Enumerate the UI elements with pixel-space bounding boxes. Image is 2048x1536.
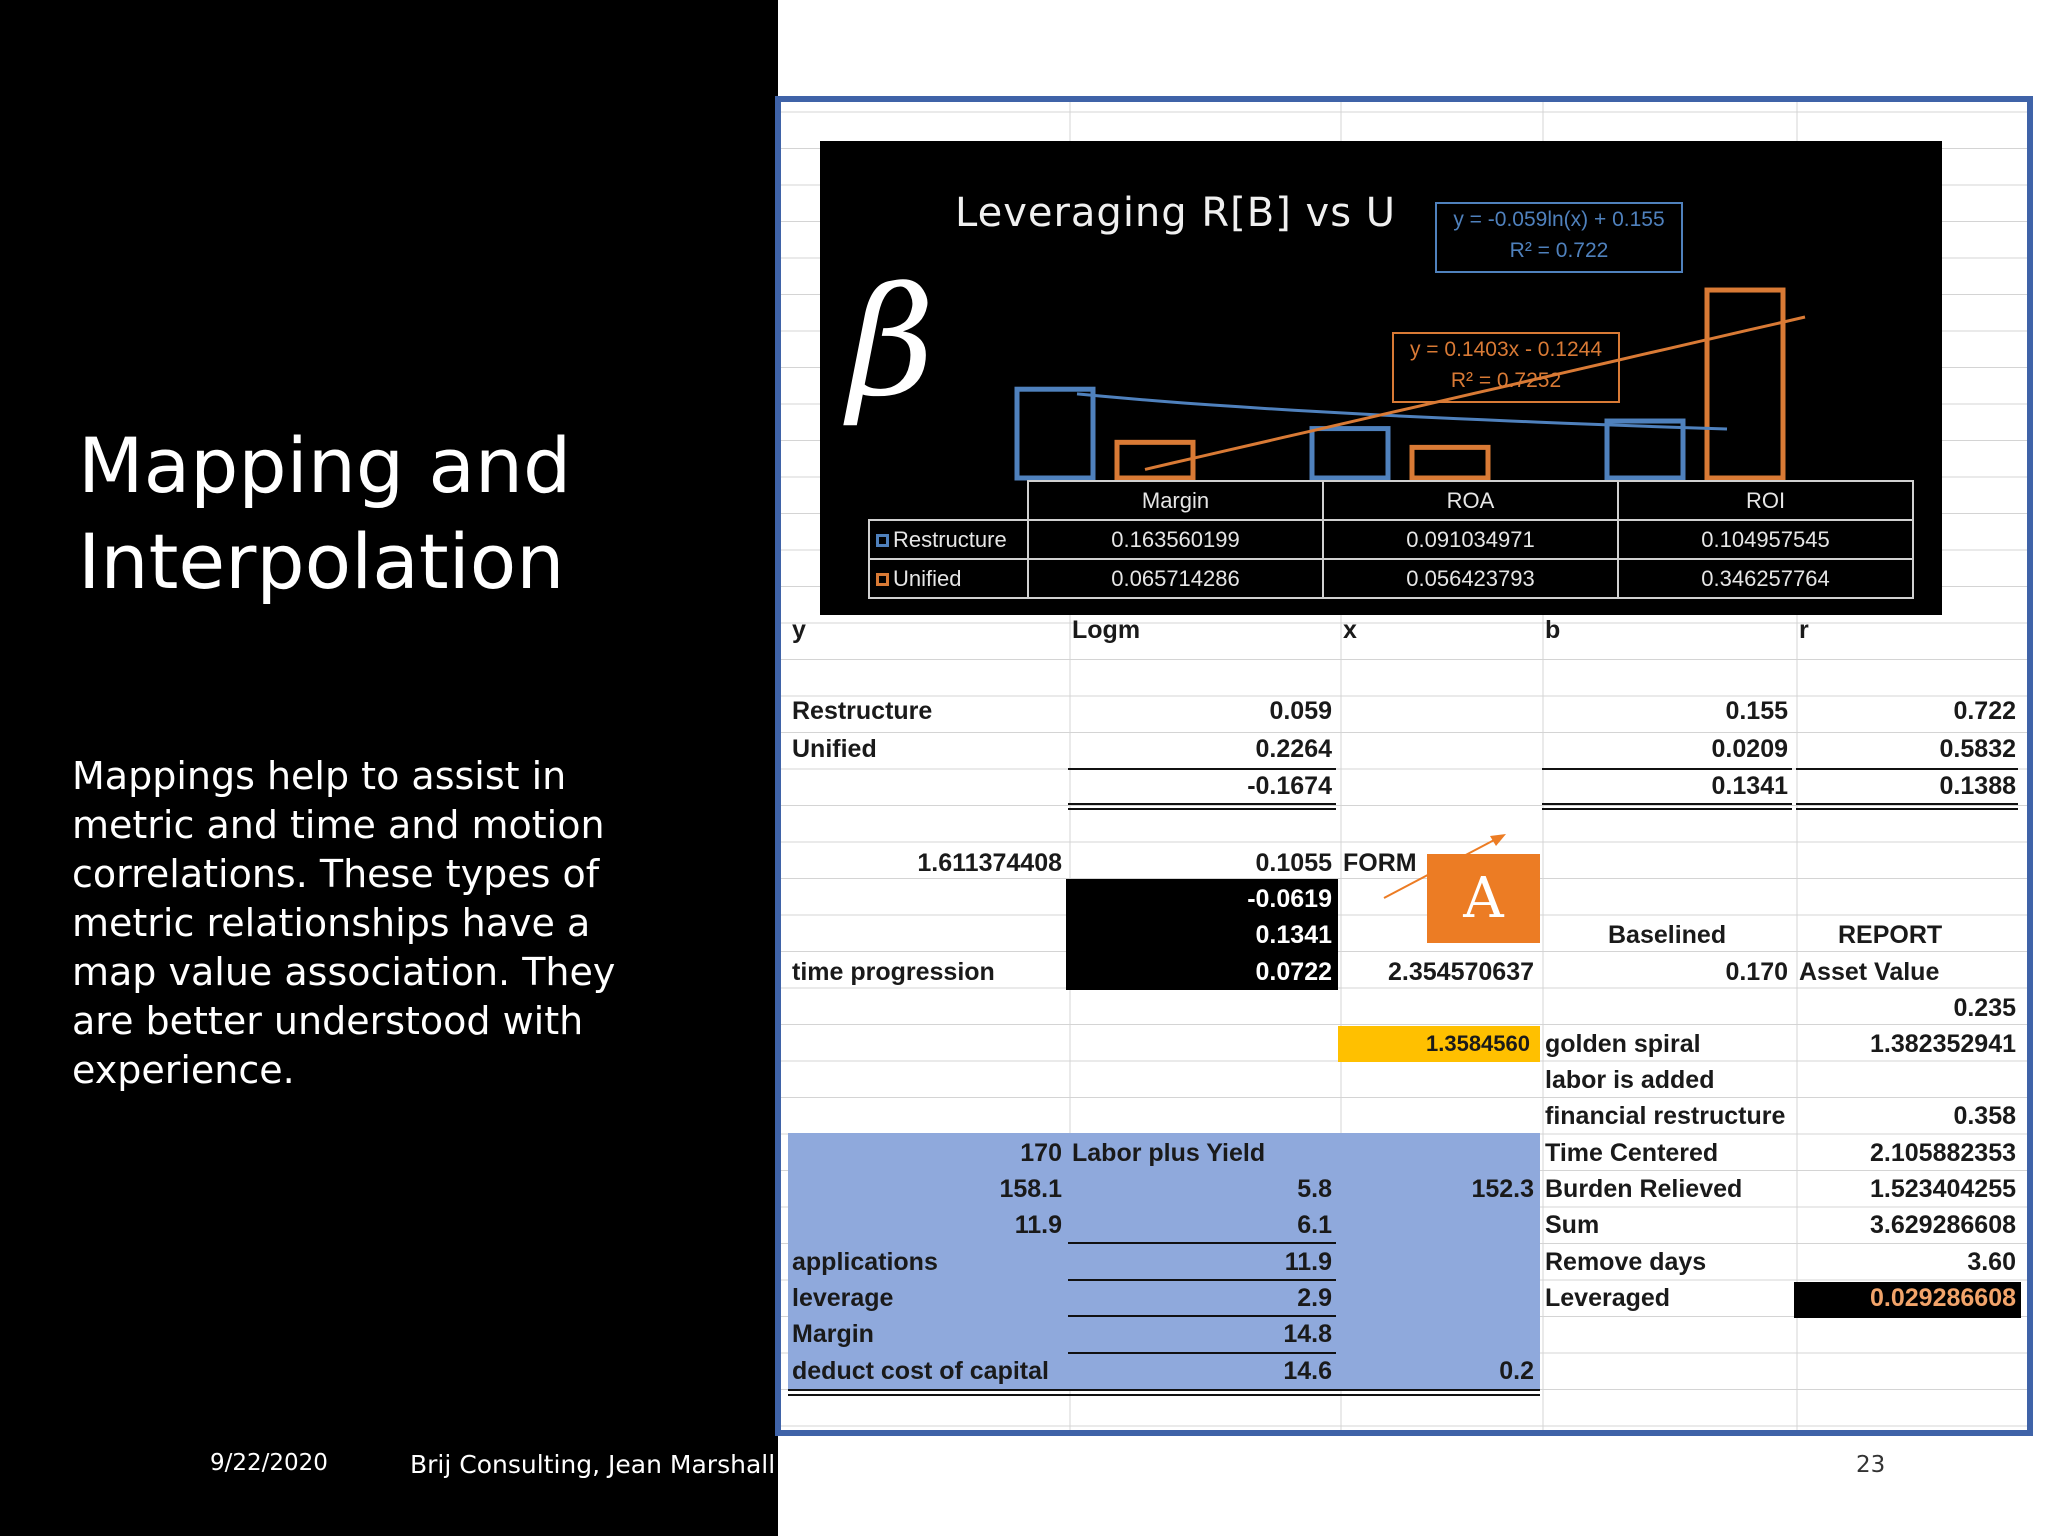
row-label-leveraged: Leveraged <box>1545 1284 1671 1312</box>
cell-value: 1.523404255 <box>1870 1175 2016 1203</box>
cell-value: 0.2264 <box>1255 735 1332 763</box>
cell-value: 14.6 <box>1283 1357 1332 1385</box>
cell-value: 11.9 <box>1284 1248 1332 1276</box>
baselined-label: Baselined <box>1608 921 1727 949</box>
cell-value: 0.029286608 <box>1870 1284 2016 1312</box>
series-name: Restructure <box>893 526 1007 552</box>
bar-unified-roi <box>1707 290 1783 478</box>
data-label: 0.065714286 <box>1028 559 1323 598</box>
cell-value: 0.1341 <box>1711 772 1788 800</box>
cell-value: 0.358 <box>1953 1102 2016 1130</box>
data-label: 0.091034971 <box>1323 520 1618 559</box>
cell-value: 5.8 <box>1297 1175 1332 1203</box>
chart-title: Leveraging R[B] vs U <box>955 190 1397 236</box>
footer-author: Brij Consulting, Jean Marshall <box>410 1450 776 1479</box>
header-x: x <box>1343 616 1357 644</box>
data-label: 0.346257764 <box>1618 559 1913 598</box>
cell-value: 0.170 <box>1725 958 1788 986</box>
cell-value: 0.722 <box>1953 697 2016 725</box>
cell-value: 2.354570637 <box>1388 958 1534 986</box>
cell-value: 2.105882353 <box>1870 1139 2016 1167</box>
rule-total-r <box>1796 803 2018 810</box>
row-label-labor-added: labor is added <box>1545 1066 1715 1094</box>
cell-value: 152.3 <box>1471 1175 1534 1203</box>
table-corner <box>869 481 1028 520</box>
legend-entry-restructure <box>869 520 1028 559</box>
cell-value: 0.1388 <box>1939 772 2016 800</box>
cell-value: 14.8 <box>1283 1320 1332 1348</box>
row-label-deduct: deduct cost of capital <box>792 1357 1049 1385</box>
cell-value: 170 <box>1020 1139 1062 1167</box>
cell-value: 0.155 <box>1725 697 1788 725</box>
row-label-leverage: leverage <box>792 1284 894 1312</box>
row-label-golden-spiral: golden spiral <box>1545 1030 1701 1058</box>
asset-value-label: Asset Value <box>1799 958 1940 986</box>
cell-value: 1.3584560 <box>1426 1031 1530 1056</box>
slide-body-text: Mappings help to assist in metric and time and motion correlations. These types of metric relationships have a map value association. They are better understood with experience. <box>72 754 616 1092</box>
row-label-financial: financial restructure <box>1545 1102 1786 1130</box>
series-name: Unified <box>893 565 962 591</box>
cell-value: 158.1 <box>999 1175 1062 1203</box>
cell-value: 0.059 <box>1269 697 1332 725</box>
cell-value: 1.382352941 <box>1870 1030 2016 1058</box>
trendline-r2: R² = 0.722 <box>1509 239 1609 262</box>
row-label-unified: Unified <box>792 735 877 763</box>
rule-labor-total <box>788 1389 1540 1396</box>
header-logm: Logm <box>1072 616 1141 644</box>
bar-restructure-roi <box>1607 421 1683 478</box>
rule-total-b <box>1542 803 1792 810</box>
legend-square-icon <box>876 573 889 586</box>
beta-symbol: β <box>848 256 935 430</box>
cell-value: 3.629286608 <box>1870 1211 2016 1239</box>
trendline-equation: y = 0.1403x - 0.1244 <box>1409 338 1603 361</box>
slide-title: Mapping and Interpolation <box>78 421 572 606</box>
row-label-sum: Sum <box>1545 1211 1600 1239</box>
cell-value: -0.0619 <box>1247 885 1332 913</box>
cell-value: -0.1674 <box>1247 772 1332 800</box>
trendline-label-restructure <box>1435 202 1683 273</box>
cell-value: 0.1055 <box>1255 849 1332 877</box>
trendline-label-unified <box>1392 332 1620 403</box>
cell-value: 0.1341 <box>1255 921 1332 949</box>
cell-value: 0.0722 <box>1255 958 1332 986</box>
rule-total-logm <box>1068 803 1336 810</box>
data-label: 0.163560199 <box>1028 520 1323 559</box>
cell-value: 3.60 <box>1967 1248 2016 1276</box>
trendline-r2: R² = 0.7252 <box>1450 369 1562 392</box>
chart-data-table <box>868 480 1914 599</box>
form-label: FORM <box>1343 849 1417 877</box>
labor-plus-yield-label: Labor plus Yield <box>1072 1139 1266 1167</box>
data-label: 0.104957545 <box>1618 520 1913 559</box>
category-label: ROA <box>1323 481 1618 520</box>
category-label: ROI <box>1618 481 1913 520</box>
row-label-time-centered: Time Centered <box>1545 1139 1719 1167</box>
cell-value: 0.0209 <box>1711 735 1788 763</box>
bar-unified-roa <box>1412 447 1488 478</box>
trendline-equation: y = -0.059ln(x) + 0.155 <box>1453 208 1665 231</box>
legend-square-icon <box>876 534 889 547</box>
cell-value: 6.1 <box>1297 1211 1332 1239</box>
bar-restructure-roa <box>1312 429 1388 478</box>
cell-value: 2.9 <box>1297 1284 1332 1312</box>
slide-left-panel <box>0 0 778 1536</box>
cell-value: 0.2 <box>1499 1357 1534 1385</box>
category-label: Margin <box>1028 481 1323 520</box>
cell-value: 0.5832 <box>1939 735 2016 763</box>
row-label-margin: Margin <box>792 1320 874 1348</box>
footer-date: 9/22/2020 <box>210 1450 328 1476</box>
bar-restructure-margin <box>1017 389 1093 478</box>
row-label-applications: applications <box>792 1248 938 1276</box>
page-number: 23 <box>1856 1452 1886 1478</box>
report-label: REPORT <box>1838 921 1943 949</box>
rule-labor-1 <box>1068 1242 1336 1244</box>
header-b: b <box>1545 616 1561 644</box>
row-label-burden-relieved: Burden Relieved <box>1545 1175 1743 1203</box>
row-label-remove-days: Remove days <box>1545 1248 1707 1276</box>
legend-entry-unified <box>869 559 1028 598</box>
cell-value: 0.235 <box>1953 994 2016 1022</box>
row-label-time-progression: time progression <box>792 958 995 986</box>
data-label: 0.056423793 <box>1323 559 1618 598</box>
row-label-restructure: Restructure <box>792 697 933 725</box>
cell-value: 11.9 <box>1014 1211 1062 1239</box>
cell-value: 1.611374408 <box>917 849 1062 877</box>
badge-letter-a: A <box>1427 854 1540 943</box>
header-y: y <box>792 616 806 644</box>
header-r: r <box>1799 616 1809 644</box>
